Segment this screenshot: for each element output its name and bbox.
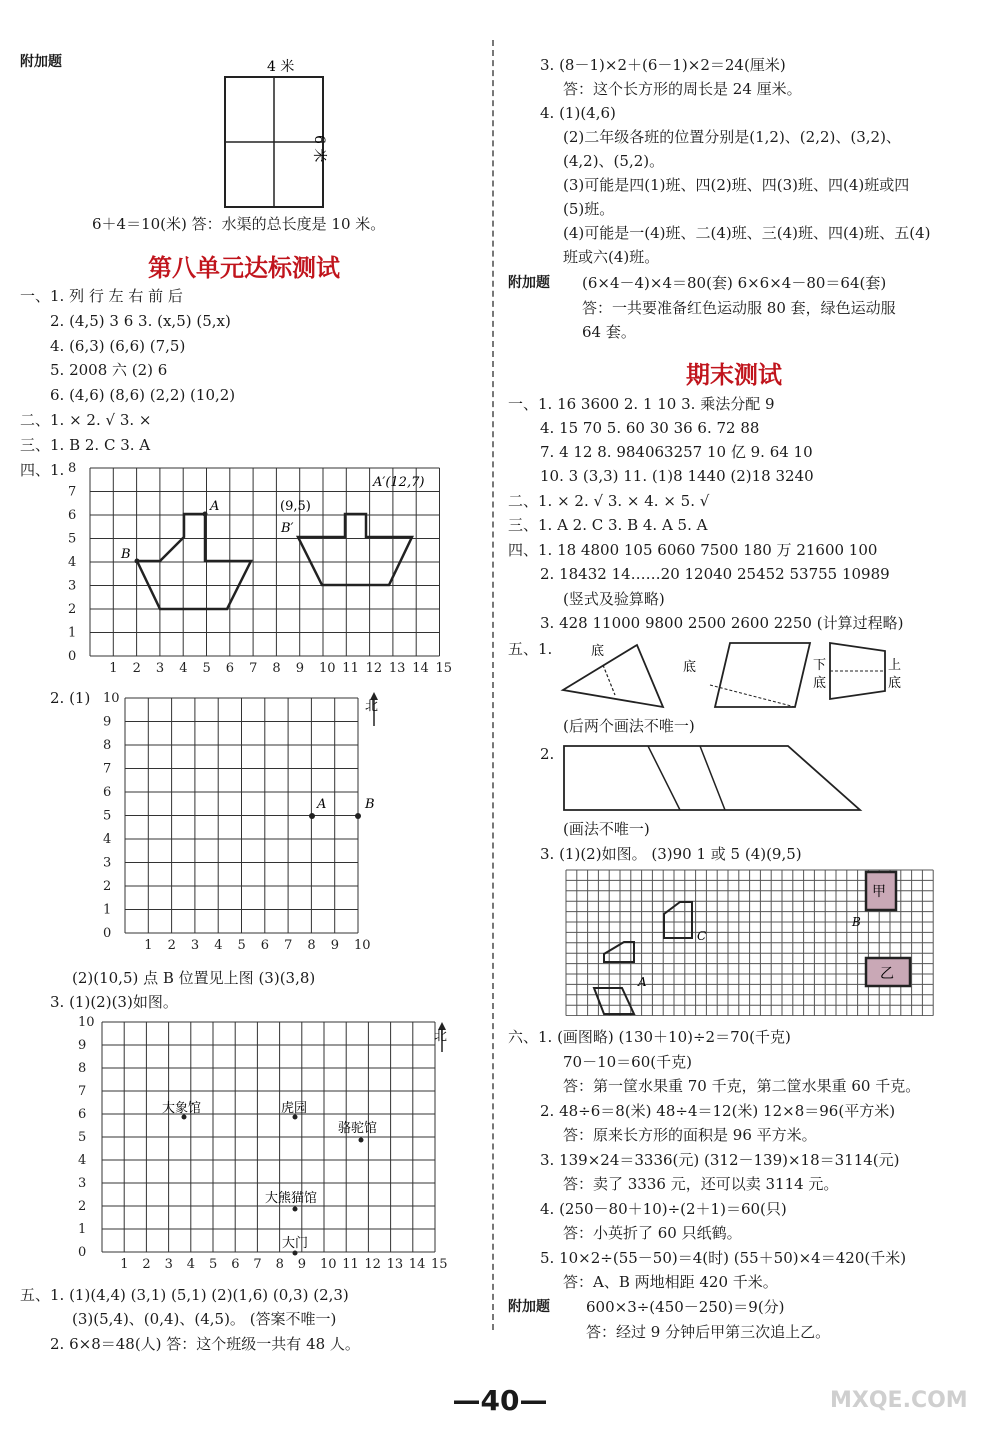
canal-figure (215, 55, 355, 215)
triangle (563, 645, 663, 707)
canal-length-label: 6 米 (311, 135, 327, 163)
x-tick-label: 11 (342, 661, 359, 676)
x-tick-label: 15 (435, 661, 453, 676)
x-tick-label: 7 (249, 661, 258, 676)
rbonus-c: 64 套。 (582, 323, 636, 341)
q5-1b: (3)(5,4)、(0,4)、(4,5)。 (答案不唯一) (72, 1310, 337, 1328)
b-label: B (852, 915, 861, 929)
r4c: (4,2)、(5,2)。 (563, 152, 665, 170)
y-tick-label: 9 (78, 1038, 87, 1053)
x-tick-label: 3 (155, 661, 165, 676)
x-tick-label: 10 (320, 1257, 337, 1270)
f6-2a: 2. 48÷6＝8(米) 48÷4＝12(米) 12×8＝96(平方米) (540, 1102, 896, 1120)
q5-1a: 五、1. (1)(4,4) (3,1) (5,1) (2)(1,6) (0,3) (2,3) (20, 1286, 349, 1304)
canal-width-label: 4 米 (267, 59, 295, 75)
elephant-hall-label: 大象馆 (162, 1101, 202, 1116)
unit8-title: 第八单元达标测试 (148, 254, 340, 282)
grid2-a-label: A (317, 797, 327, 812)
x-tick-label: 11 (342, 1257, 359, 1270)
f6-3a: 3. 139×24＝3336(元) (312－139)×18＝3114(元) (540, 1151, 900, 1169)
y-tick-label: 3 (103, 855, 112, 871)
trapezoid-top-label: 上 (888, 658, 902, 673)
x-tick-label: 14 (408, 1257, 426, 1270)
x-tick-label: 10 (319, 661, 336, 676)
r4f: (4)可能是一(4)班、二(4)班、三(4)班、四(4)班、五(4) (563, 224, 931, 242)
jia-label: 甲 (872, 884, 886, 900)
y-tick-label: 0 (78, 1245, 87, 1260)
r4a: 4. (1)(4,6) (540, 104, 616, 122)
f6-5b: 答：A、B 两地相距 420 千米。 (563, 1273, 778, 1291)
r3b: 答：这个长方形的周长是 24 厘米。 (563, 80, 802, 98)
panda-hall-label: 大熊猫馆 (265, 1191, 318, 1206)
trapezoid-base-label-2: 底 (888, 676, 902, 691)
y-tick-label: 10 (78, 1015, 95, 1030)
x-tick-label: 2 (167, 938, 176, 953)
y-tick-label: 2 (103, 879, 112, 894)
north-label: 北 (365, 699, 379, 714)
y-tick-label: 0 (103, 926, 112, 941)
f6-5a: 5. 10×2÷(55－50)＝4(时) (55＋50)×4＝420(千米) (540, 1249, 907, 1267)
q3: 三、1. B 2. C 3. A (20, 436, 151, 454)
x-tick-label: 14 (412, 661, 429, 676)
column-divider (492, 40, 494, 1330)
x-tick-label: 8 (275, 1257, 284, 1270)
x-tick-label: 5 (237, 938, 246, 953)
y-tick-label: 2 (78, 1199, 87, 1214)
q4-label: 四、1. (20, 461, 65, 479)
x-tick-label: 8 (272, 661, 281, 676)
y-tick-label: 7 (103, 761, 112, 777)
y-tick-label: 7 (78, 1084, 87, 1099)
r4e: (5)班。 (563, 200, 615, 218)
f4-1: 四、1. 18 4800 105 6060 7500 180 万 21600 100 (508, 541, 878, 559)
q1-5: 5. 2008 六 (2) 6 (50, 361, 168, 379)
f3: 三、1. A 2. C 3. B 4. A 5. A (508, 516, 708, 534)
y-tick-label: 4 (78, 1153, 87, 1168)
x-tick-label: 1 (109, 661, 118, 676)
y-tick-label: 3 (78, 1176, 87, 1191)
boat-translated (298, 514, 412, 585)
x-tick-label: 5 (209, 1257, 218, 1270)
right-bonus-label: 附加题 (508, 275, 550, 291)
x-tick-label: 12 (364, 1257, 381, 1270)
q4-3: 3. (1)(2)(3)如图。 (50, 993, 178, 1011)
rbonus-a: (6×4－4)×4＝80(套) 6×6×4－80＝64(套) (582, 274, 887, 292)
x-tick-label: 7 (253, 1257, 262, 1270)
point-b2-label: B′ (281, 521, 294, 536)
x-tick-label: 9 (297, 1257, 307, 1270)
f1-1: 一、1. 16 3600 2. 1 10 3. 乘法分配 9 (508, 395, 775, 413)
x-tick-label: 8 (307, 938, 316, 953)
f6-1b: 70－10＝60(千克) (563, 1053, 692, 1071)
f4-2: 2. 18432 14……20 12040 25452 53755 10989 (540, 565, 890, 583)
c-label: C (697, 929, 707, 943)
q4-2-label: 2. (1) (50, 689, 91, 707)
y-tick-label: 4 (103, 832, 112, 847)
f6-4a: 4. (250－80＋10)÷(2＋1)＝60(只) (540, 1200, 787, 1218)
x-tick-label: 5 (202, 661, 211, 676)
fbonus-b: 答：经过 9 分钟后甲第三次追上乙。 (586, 1323, 831, 1341)
r4g: 班或六(4)班。 (563, 248, 660, 266)
x-tick-label: 4 (179, 661, 188, 676)
final-bonus-label: 附加题 (508, 1299, 550, 1315)
y-tick-label: 8 (68, 461, 77, 476)
f4-3: 3. 428 11000 9800 2500 2600 2250 (计算过程略) (540, 614, 904, 632)
q5-2: 2. 6×8＝48(人) 答：这个班级一共有 48 人。 (50, 1335, 360, 1353)
x-tick-label: 15 (431, 1257, 448, 1270)
f5-2: 2. (540, 745, 555, 763)
rbonus-b: 答：一共要准备红色运动服 80 套，绿色运动服 (582, 299, 896, 317)
x-tick-label: 6 (260, 938, 270, 953)
point-a2-label: A′(12,7) (373, 475, 425, 490)
x-tick-label: 13 (386, 1257, 404, 1270)
yi-label: 乙 (880, 966, 894, 982)
y-tick-label: 9 (103, 714, 112, 730)
bonus-label: 附加题 (20, 54, 62, 70)
f6-1a: 六、1. (画图略) (130＋10)÷2＝70(千克) (508, 1028, 791, 1046)
shape-heights (555, 635, 915, 715)
f6-3b: 答：卖了 3336 元，还可以卖 3114 元。 (563, 1175, 839, 1193)
y-tick-label: 5 (78, 1130, 87, 1145)
f6-4b: 答：小英折了 60 只纸鹤。 (563, 1224, 742, 1242)
f1-7: 7. 4 12 8. 984063257 10 亿 9. 64 10 (540, 443, 813, 461)
y-tick-label: 10 (103, 691, 120, 706)
x-tick-label: 6 (225, 661, 235, 676)
f5-2note: (画法不唯一) (563, 820, 650, 838)
grid2-b-label: B (365, 797, 375, 812)
y-tick-label: 1 (68, 625, 77, 641)
r3a: 3. (8－1)×2＋(6－1)×2＝24(厘米) (540, 56, 786, 74)
f5-note: (后两个画法不唯一) (563, 717, 695, 735)
x-tick-label: 9 (330, 938, 339, 953)
final-test-title: 期末测试 (686, 361, 782, 389)
trapezoid-bottom-label: 下 (813, 658, 827, 673)
parallelogram-base-label: 底 (683, 660, 697, 675)
f5-3: 3. (1)(2)如图。 (3)90 1 或 5 (4)(9,5) (540, 845, 802, 863)
f1-10: 10. 3 (3,3) 11. (1)8 1440 (2)18 3240 (540, 467, 814, 485)
x-tick-label: 2 (132, 661, 141, 676)
f6-2b: 答：原来长方形的面积是 96 平方米。 (563, 1126, 817, 1144)
triangle-base-label: 底 (591, 644, 605, 659)
x-tick-label: 1 (120, 1257, 129, 1270)
shape-a (604, 942, 634, 962)
x-tick-label: 9 (295, 661, 304, 676)
y-tick-label: 3 (68, 578, 77, 594)
r4b: (2)二年级各班的位置分别是(1,2)、(2,2)、(3,2)、 (563, 128, 901, 146)
x-tick-label: 13 (388, 661, 406, 676)
q1-4: 4. (6,3) (6,6) (7,5) (50, 337, 186, 355)
f1-4: 4. 15 70 5. 60 30 36 6. 72 88 (540, 419, 760, 437)
grid-translate (562, 866, 942, 1016)
parallelogram (715, 643, 810, 707)
x-tick-label: 3 (190, 938, 200, 953)
gate-label: 大门 (282, 1236, 309, 1251)
x-tick-label: 1 (144, 938, 153, 953)
r4d: (3)可能是四(1)班、四(2)班、四(3)班、四(4)班或四 (563, 176, 910, 194)
point-a-label: A (210, 499, 220, 514)
grid-boat (55, 458, 455, 680)
trapezoid-base-label-1: 底 (813, 676, 827, 691)
q4-2-answer: (2)(10,5) 点 B 位置见上图 (3)(3,8) (72, 969, 316, 987)
y-tick-label: 8 (78, 1061, 87, 1076)
y-tick-label: 8 (103, 738, 112, 753)
f4-2b: (竖式及验算略) (563, 590, 665, 608)
grid-points (95, 688, 395, 958)
y-tick-label: 6 (78, 1107, 87, 1122)
cut-figure (560, 740, 870, 815)
y-tick-label: 1 (78, 1222, 87, 1237)
y-tick-label: 2 (68, 602, 77, 617)
y-tick-label: 4 (68, 555, 77, 570)
x-tick-label: 10 (354, 938, 371, 953)
q1-1: 一、1. 列 行 左 右 前 后 (20, 287, 183, 305)
f2: 二、1. × 2. √ 3. × 4. × 5. √ (508, 492, 710, 510)
tiger-park-label: 虎园 (281, 1101, 308, 1116)
x-tick-label: 2 (142, 1257, 151, 1270)
fbonus-a: 600×3÷(450－250)＝9(分) (586, 1298, 785, 1316)
q1-6: 6. (4,6) (8,6) (2,2) (10,2) (50, 386, 236, 404)
q2: 二、1. × 2. √ 3. × (20, 411, 152, 429)
zoo-north-label: 北 (434, 1029, 448, 1044)
watermark: MXQE.COM (830, 1388, 968, 1413)
grid-zoo (60, 1012, 460, 1270)
y-tick-label: 5 (68, 531, 77, 547)
f6-1c: 答：第一筐水果重 70 千克，第二筐水果重 60 千克。 (563, 1077, 921, 1095)
a-label: A (638, 975, 647, 989)
point-95-label: (9,5) (280, 499, 311, 514)
x-tick-label: 4 (186, 1257, 196, 1270)
y-tick-label: 7 (68, 484, 77, 500)
y-tick-label: 6 (68, 508, 77, 523)
f5-label: 五、1. (508, 640, 553, 658)
page-number: —40— (452, 1384, 548, 1417)
point-b-label: B (121, 547, 131, 562)
y-tick-label: 0 (68, 649, 77, 664)
x-tick-label: 3 (164, 1257, 173, 1270)
x-tick-label: 12 (365, 661, 383, 676)
y-tick-label: 5 (103, 808, 112, 824)
y-tick-label: 6 (103, 785, 112, 800)
camel-hall-label: 骆驼馆 (338, 1121, 378, 1136)
bonus-answer: 6＋4＝10(米) 答：水渠的总长度是 10 米。 (92, 215, 386, 233)
x-tick-label: 7 (284, 938, 293, 953)
y-tick-label: 1 (103, 902, 112, 918)
x-tick-label: 6 (231, 1257, 240, 1270)
q1-2: 2. (4,5) 3 6 3. (x,5) (5,x) (50, 312, 231, 330)
x-tick-label: 4 (214, 938, 223, 953)
